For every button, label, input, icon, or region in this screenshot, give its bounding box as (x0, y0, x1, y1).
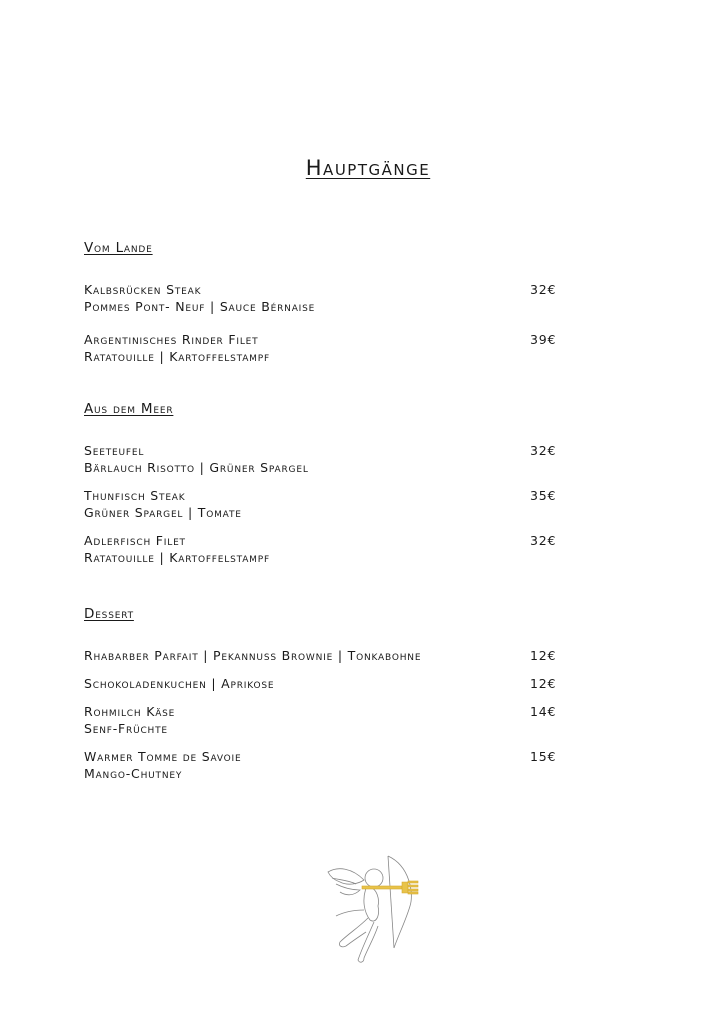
section-heading: Dessert (84, 606, 134, 622)
item-desc: Senf-Früchte (84, 721, 168, 736)
item-price: 15€ (530, 749, 557, 764)
menu-item (84, 703, 560, 737)
item-desc: Grüner Spargel | Tomate (84, 505, 242, 520)
item-name: Rhabarber Parfait | Pekannuss Brownie | Tonkabohne (84, 648, 422, 663)
cupid-logo-icon (318, 850, 428, 968)
item-price: 32€ (530, 533, 557, 548)
item-desc: Mango-Chutney (84, 766, 183, 781)
menu-item (84, 281, 560, 315)
item-name: Warmer Tomme de Savoie (84, 749, 242, 764)
item-price: 35€ (530, 488, 557, 503)
item-name: Argentinisches Rinder Filet (84, 332, 259, 347)
section-vom-lande (84, 240, 560, 376)
menu-item (84, 532, 560, 566)
menu-item (84, 675, 560, 692)
item-name: Kalbsrücken Steak (84, 282, 202, 297)
item-name: Schokoladenkuchen | Aprikose (84, 676, 275, 691)
item-price: 12€ (530, 648, 557, 663)
item-name: Adlerfisch Filet (84, 533, 186, 548)
item-desc: Ratatouille | Kartoffelstampf (84, 550, 270, 565)
item-desc: Ratatouille | Kartoffelstampf (84, 349, 270, 364)
menu-item (84, 647, 560, 664)
menu-item (84, 487, 560, 521)
item-price: 32€ (530, 282, 557, 297)
item-name: Thunfisch Steak (84, 488, 186, 503)
item-price: 39€ (530, 332, 557, 347)
menu-item (84, 331, 560, 365)
item-price: 32€ (530, 443, 557, 458)
section-dessert (84, 606, 560, 793)
section-heading: Aus dem Meer (84, 401, 174, 417)
item-price: 12€ (530, 676, 557, 691)
menu-item (84, 442, 560, 476)
item-desc: Pommes Pont- Neuf | Sauce Bérnaise (84, 299, 316, 314)
menu-item (84, 748, 560, 782)
page-title: Hauptgänge (305, 156, 431, 180)
section-heading: Vom Lande (84, 240, 153, 256)
item-name: Rohmilch Käse (84, 704, 176, 719)
item-price: 14€ (530, 704, 557, 719)
item-desc: Bärlauch Risotto | Grüner Spargel (84, 460, 309, 475)
item-name: Seeteufel (84, 443, 145, 458)
section-aus-dem-meer (84, 401, 560, 577)
